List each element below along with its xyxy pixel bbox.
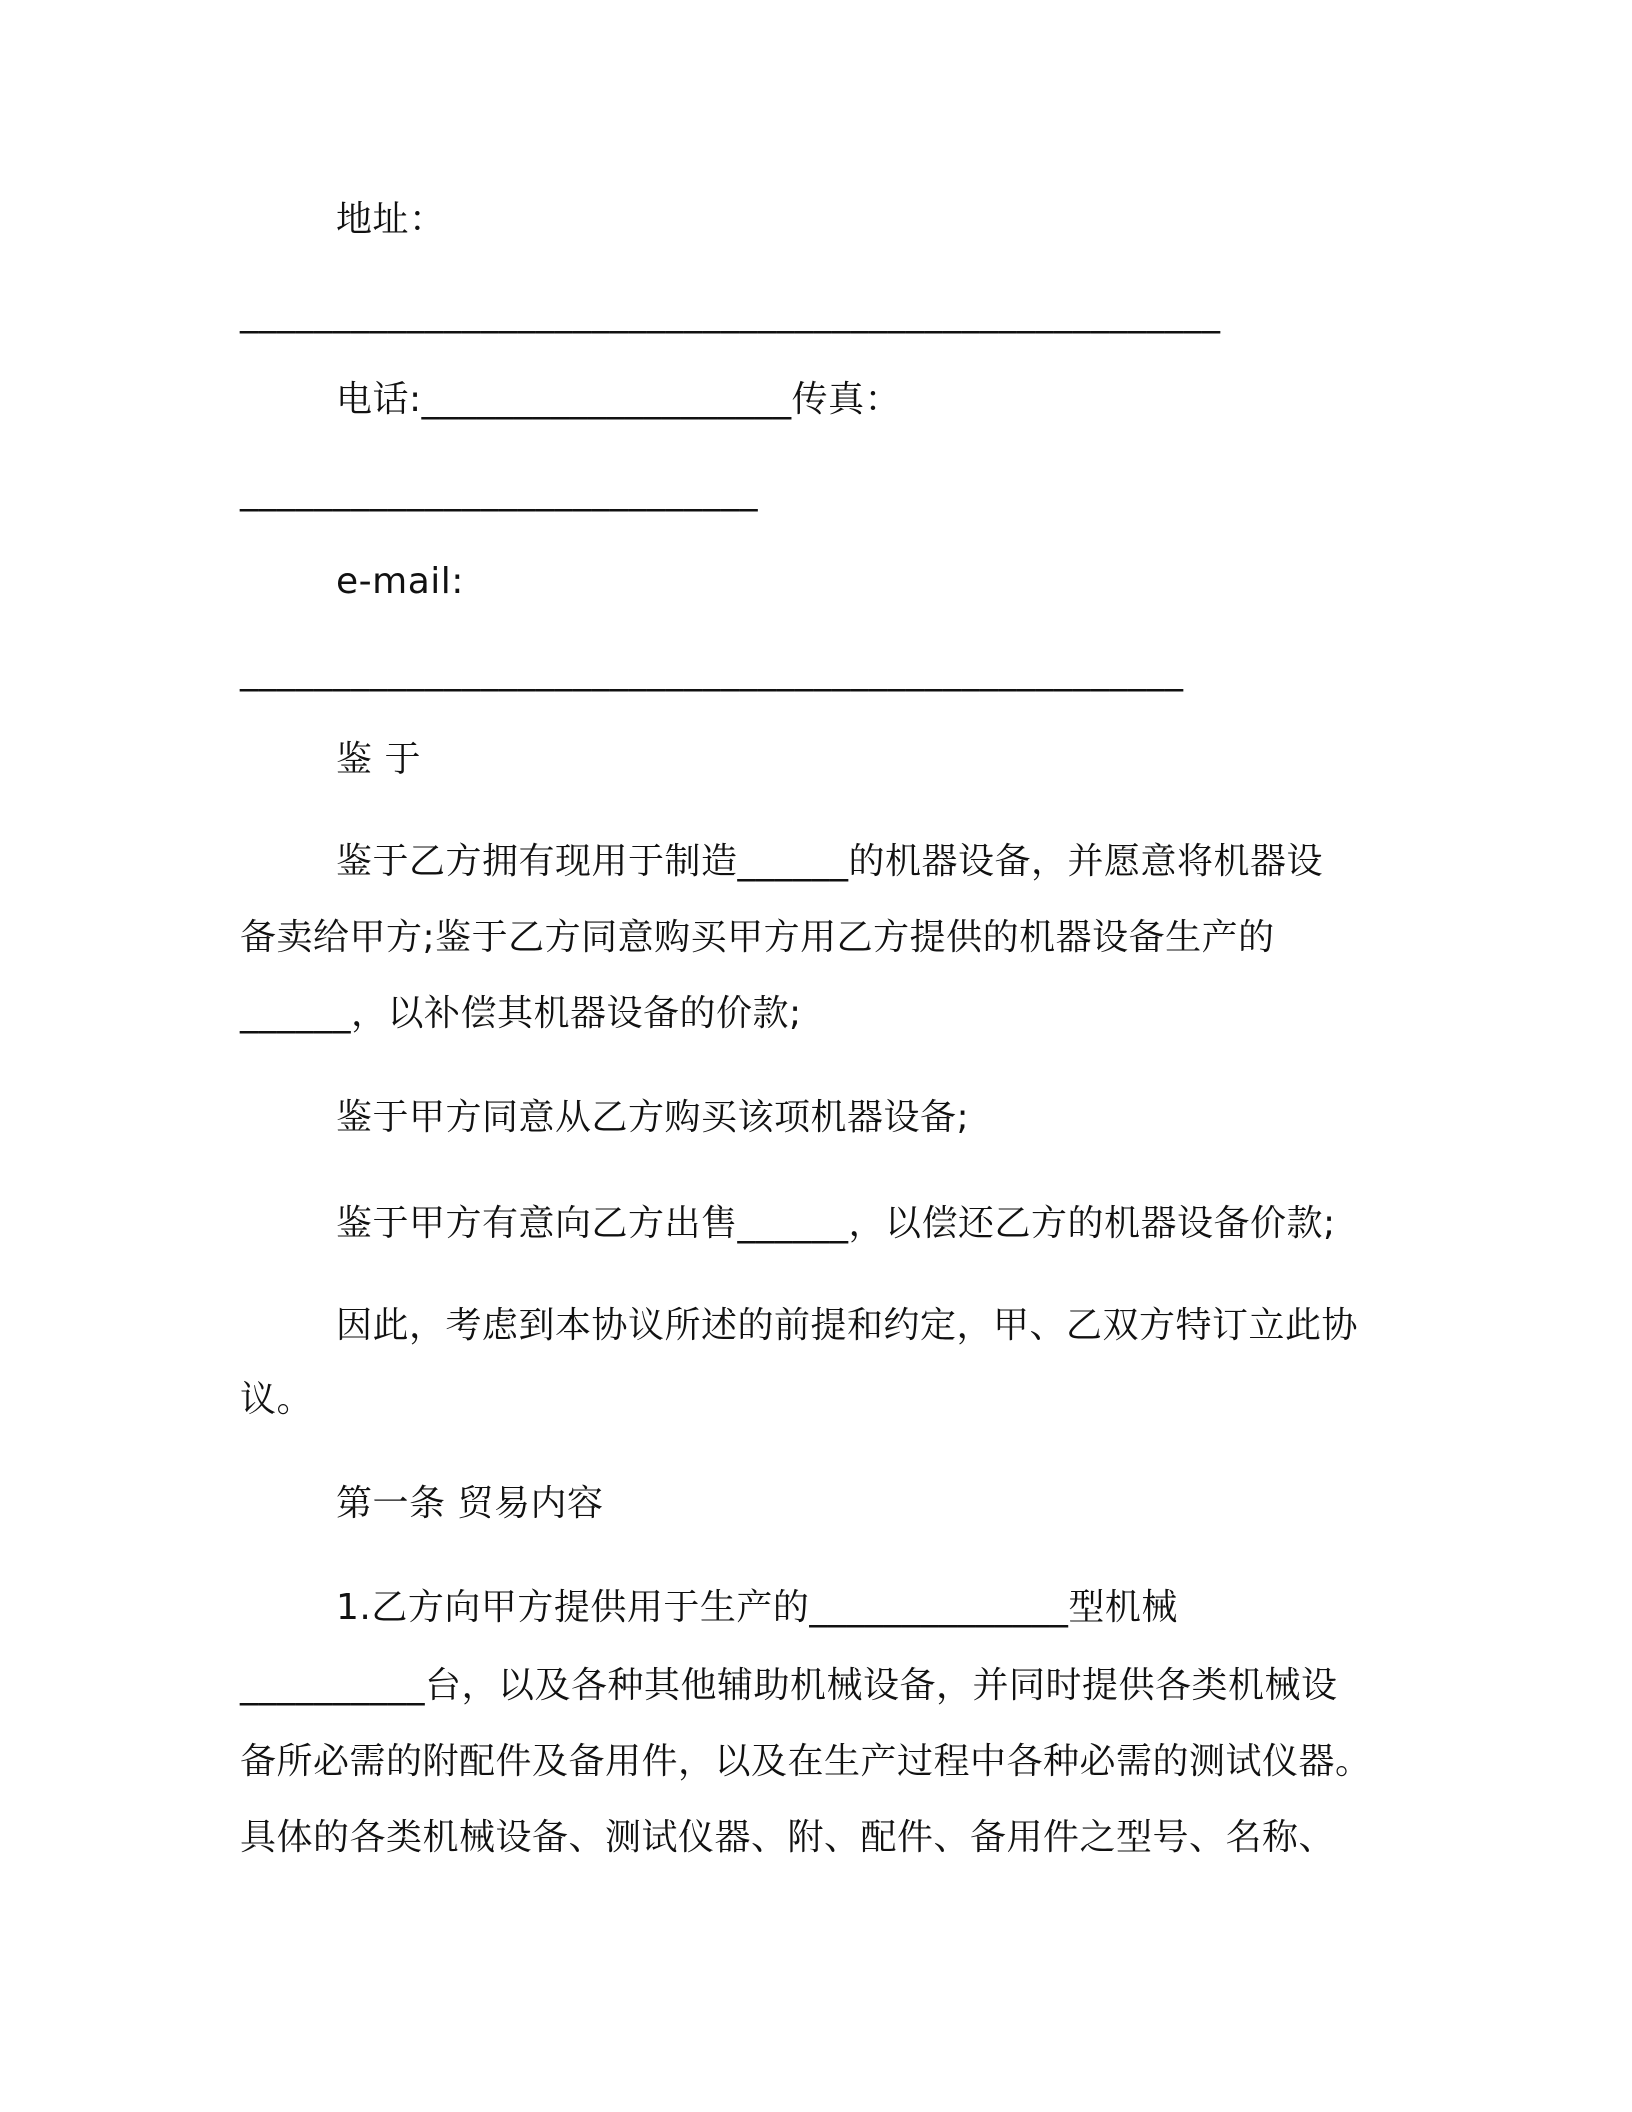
paragraph-line: 具体的各类机械设备、测试仪器、附、配件、备用件之型号、名称、 — [240, 1817, 1336, 1858]
phone-fax-line: 电话:____________________传真： — [336, 379, 902, 420]
paragraph-line: 鉴于乙方拥有现用于制造______的机器设备，并愿意将机器设 — [336, 841, 1324, 882]
paragraph-line: 备所必需的附配件及备用件，以及在生产过程中各种必需的测试仪器。 — [240, 1741, 1372, 1782]
whereas-heading: 鉴 于 — [336, 739, 421, 780]
paragraph-line: 议。 — [240, 1379, 314, 1420]
fax-blank-line: ____________________________ — [240, 471, 758, 512]
email-blank-line: ___________________________________________________ — [240, 651, 1184, 692]
paragraph-line: 因此，考虑到本协议所述的前提和约定，甲、乙双方特订立此协 — [336, 1305, 1359, 1346]
address-blank-line: _____________________________________________________ — [240, 293, 1221, 334]
paragraph-line: 鉴于甲方有意向乙方出售______，以偿还乙方的机器设备价款; — [336, 1203, 1336, 1244]
paragraph-line: 备卖给甲方;鉴于乙方同意购买甲方用乙方提供的机器设备生产的 — [240, 917, 1275, 958]
paragraph-line: 鉴于甲方同意从乙方购买该项机器设备; — [336, 1097, 970, 1138]
paragraph-line: __________台，以及各种其他辅助机械设备，并同时提供各类机械设 — [240, 1665, 1338, 1706]
paragraph-line: 1.乙方向甲方提供用于生产的______________型机械 — [336, 1587, 1178, 1628]
article-one-heading: 第一条 贸易内容 — [336, 1483, 604, 1524]
address-label: 地址： — [336, 199, 446, 240]
paragraph-line: ______，以补偿其机器设备的价款; — [240, 993, 802, 1034]
email-label: e-mail: — [336, 561, 464, 602]
